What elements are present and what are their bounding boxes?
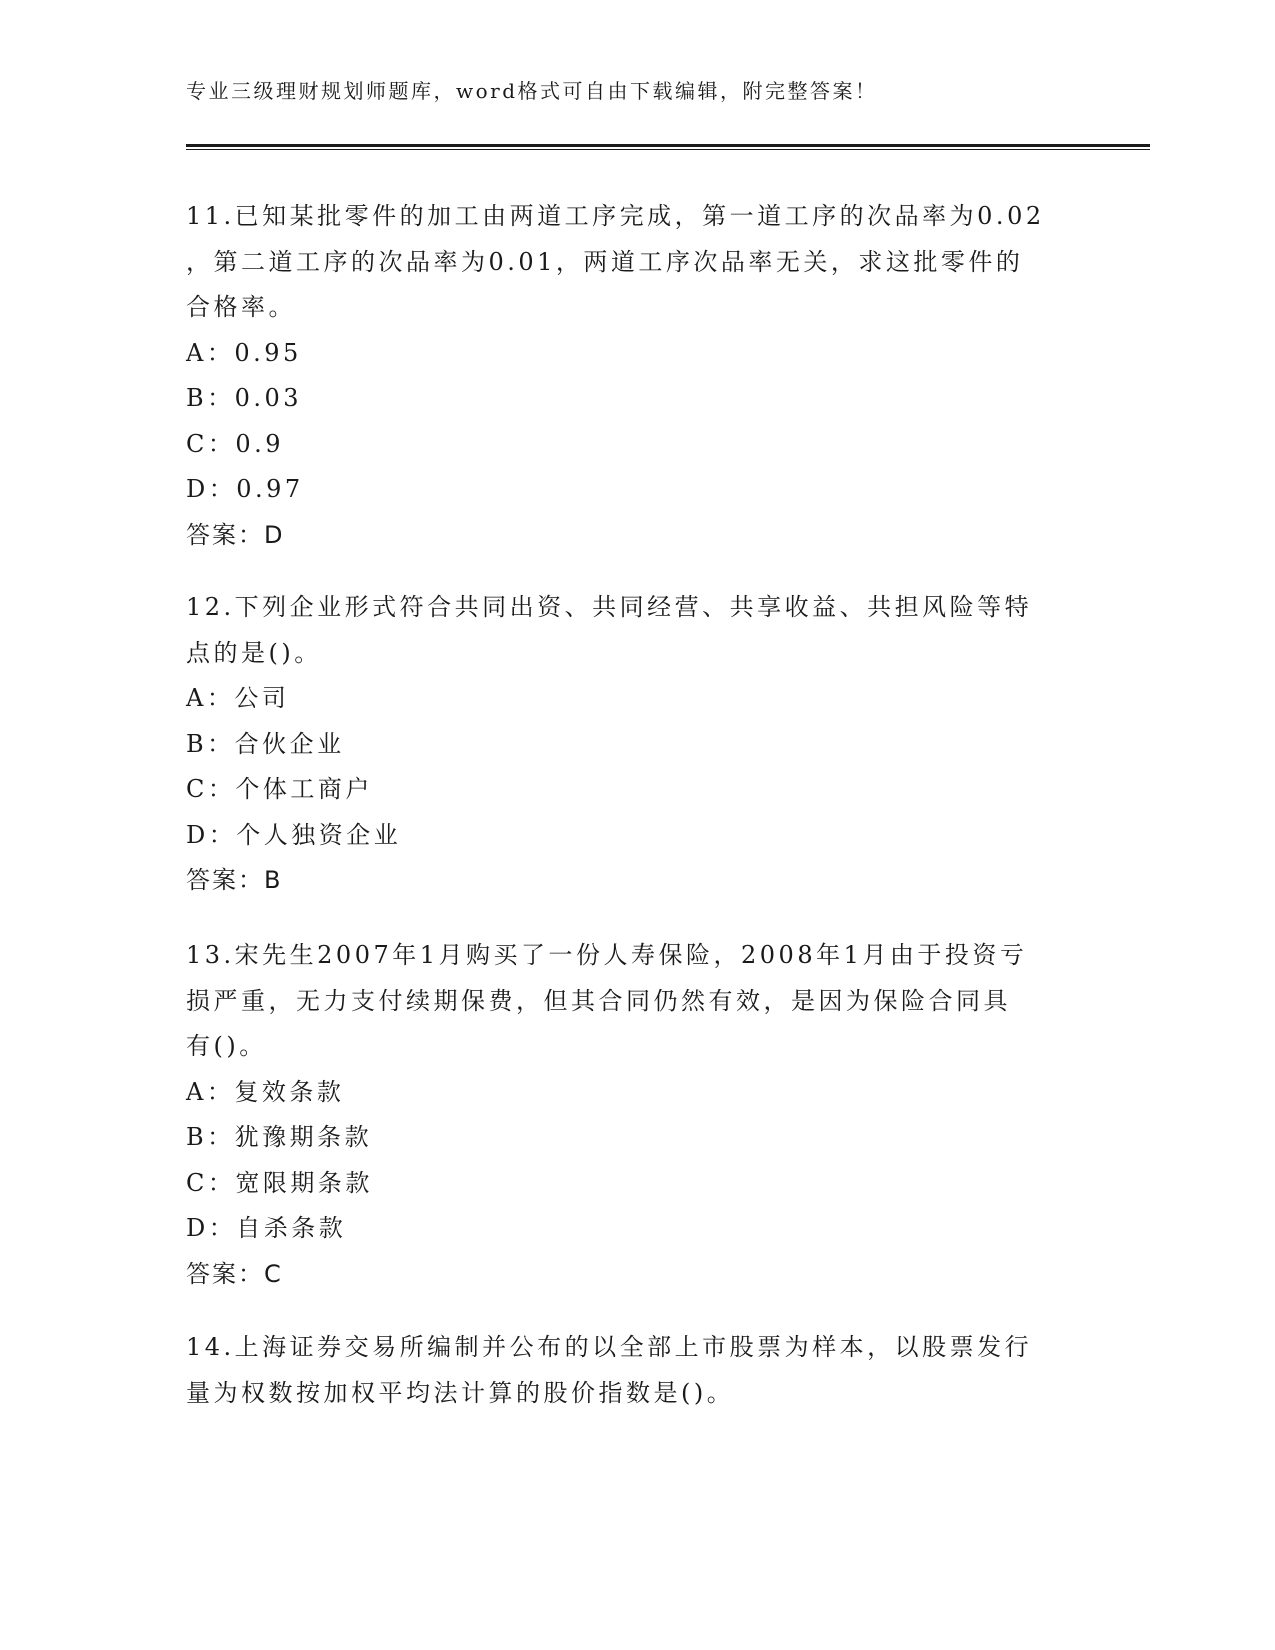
question-stem-line: 11.已知某批零件的加工由两道工序完成，第一道工序的次品率为0.02 bbox=[186, 202, 1045, 230]
option-b: B：合伙企业 bbox=[186, 729, 345, 758]
option-b: B：犹豫期条款 bbox=[186, 1123, 373, 1151]
option-c: C：0.9 bbox=[186, 429, 285, 458]
header-divider bbox=[186, 144, 1150, 147]
question-stem-line: 量为权数按加权平均法计算的股价指数是()。 bbox=[186, 1378, 735, 1407]
header-divider-thin bbox=[186, 149, 1150, 150]
question-11 bbox=[186, 194, 1086, 558]
question-stem-line: 有()。 bbox=[186, 1032, 267, 1060]
option-c: C：个体工商户 bbox=[186, 775, 373, 803]
answer: 答案：D bbox=[186, 520, 285, 549]
option-d: D：0.97 bbox=[186, 475, 304, 503]
question-stem-line: 合格率。 bbox=[186, 293, 296, 321]
question-14 bbox=[186, 1325, 1086, 1416]
question-stem-line: 13.宋先生2007年1月购买了一份人寿保险，2008年1月由于投资亏 bbox=[186, 941, 1028, 969]
question-stem-line: 点的是()。 bbox=[186, 638, 322, 667]
option-c: C：宽限期条款 bbox=[186, 1168, 373, 1197]
question-stem-line: 14.上海证券交易所编制并公布的以全部上市股票为样本，以股票发行 bbox=[186, 1333, 1033, 1361]
option-b: B：0.03 bbox=[186, 384, 303, 412]
page-header: 专业三级理财规划师题库，word格式可自由下载编辑，附完整答案！ bbox=[186, 79, 878, 103]
option-a: A：0.95 bbox=[186, 338, 302, 367]
question-stem-line: ，第二道工序的次品率为0.01，两道工序次品率无关，求这批零件的 bbox=[186, 247, 1024, 276]
option-a: A：公司 bbox=[186, 684, 290, 712]
question-12 bbox=[186, 585, 1086, 904]
option-a: A：复效条款 bbox=[186, 1077, 345, 1106]
question-13 bbox=[186, 933, 1086, 1297]
option-d: D：个人独资企业 bbox=[186, 820, 402, 849]
question-stem-line: 12.下列企业形式符合共同出资、共同经营、共享收益、共担风险等特 bbox=[186, 593, 1033, 621]
question-stem-line: 损严重，无力支付续期保费，但其合同仍然有效，是因为保险合同具 bbox=[186, 986, 1011, 1015]
answer: 答案：C bbox=[186, 1259, 283, 1288]
option-d: D：自杀条款 bbox=[186, 1214, 347, 1242]
answer: 答案：B bbox=[186, 866, 283, 894]
